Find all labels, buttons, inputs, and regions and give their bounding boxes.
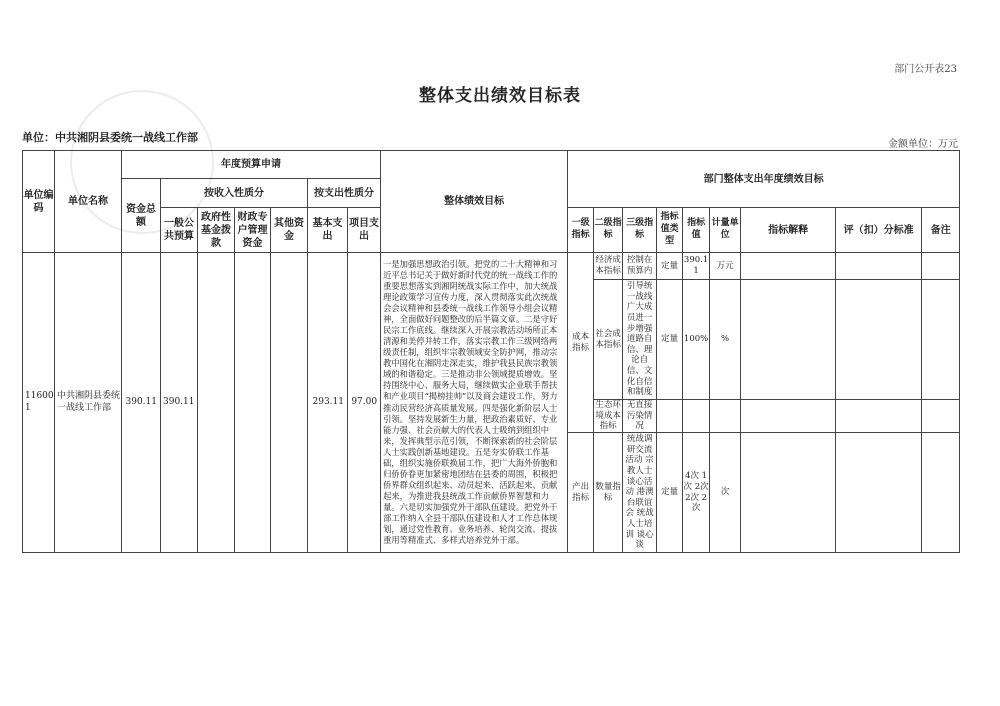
cell-eco-l3: 无直接污染情况 xyxy=(623,400,657,433)
performance-goal-table xyxy=(22,150,960,553)
cell-econ-unit: 万元 xyxy=(710,253,741,280)
header-by-income: 按收入性质分 xyxy=(161,179,308,208)
cell-qty-remark xyxy=(922,433,960,553)
cell-econ-type: 定量 xyxy=(657,253,683,280)
unit-label: 单位：中共湘阴县委统一战线工作部 xyxy=(22,131,198,144)
cell-qty-standard xyxy=(836,433,922,553)
header-standard: 评（扣）分标准 xyxy=(836,208,922,253)
cell-social-l2: 社会成本指标 xyxy=(594,280,623,400)
cell-social-unit: % xyxy=(710,280,741,400)
header-unit-code: 单位编码 xyxy=(23,151,55,253)
cell-eco-value xyxy=(683,400,710,433)
cell-econ-standard xyxy=(836,253,922,280)
header-unit-name: 单位名称 xyxy=(55,151,122,253)
cell-econ-value: 390.11 xyxy=(683,253,710,280)
cell-other-fund xyxy=(271,253,308,553)
header-general-budget: 一般公共预算 xyxy=(161,208,198,253)
header-overall-goal: 整体绩效目标 xyxy=(381,151,568,253)
header-annual-budget: 年度预算申请 xyxy=(122,151,381,179)
header-explanation: 指标解释 xyxy=(741,208,836,253)
cell-eco-l2: 生态环境成本指标 xyxy=(595,400,621,432)
header-basic-expense: 基本支出 xyxy=(308,208,348,253)
cell-cost-l1: 成本指标 xyxy=(568,253,594,433)
cell-general: 390.11 xyxy=(161,253,198,553)
header-total-funds: 资金总额 xyxy=(122,179,161,253)
cell-econ-l2: 经济成本指标 xyxy=(594,253,623,280)
cell-econ-l3: 控制在预算内 xyxy=(623,253,657,280)
cell-unit-code: 116001 xyxy=(23,253,55,553)
cell-goal-text: 一是加强思想政治引领。把党的二十大精神和习近平总书记关于做好新时代党的统一战线工作的重要思想落实到湘阴统战实际工作中，加大统战理论政策学习宣传力度，深入贯彻落实此次统战会会议精神和县委统一战线工作领导小组会议精神，全面做好问题整改的后半篇文章。二是守好民宗工作底线。继续深入开展宗教活动场所正本清源和美停并转工作，落实宗教工作三级网络两级责任制，组织牢宗教领域安全防护网，推动宗教中国化在湘阴走深走实，维护我县民族宗教领域的和谐稳定。三是推动非公领域提质增效。坚持围绕中心、服务大局，继续做实企业联手帮扶和产业项目“揭榜挂帅”以及商会建设工作，努力推动民营经济高质量发展。四是强化新阶层人士引领。坚持发展新生力量，把政治素质好、专业能力强、社会贡献大的代表人士吸纳到组织中来，发挥典型示范引领，不断探索新的社会阶层人士实践创新基地建设。五是夯实侨联工作基础，组织实施侨联换届工作，把广大海外侨胞和归侨侨眷更加紧密地团结在县委的周围，积极把侨界群众组织起来、动员起来、活跃起来、贡献起来，为推进我县统战工作贡献侨界智慧和力量。六是切实加强党外干部队伍建设。把党外干部工作纳入全县干部队伍建设和人才工作总体规划，通过党性教育、业务培养、轮岗交流、提拔重用等精准式、多样式培养党外干部。 xyxy=(381,253,568,553)
cell-eco-explanation xyxy=(741,400,836,433)
cell-basic: 293.11 xyxy=(308,253,348,553)
table-number: 部门公开表23 xyxy=(894,64,957,75)
header-remark: 备注 xyxy=(922,208,960,253)
cell-total: 390.11 xyxy=(122,253,161,553)
cell-qty-l2: 数量指标 xyxy=(594,433,623,553)
money-unit-label: 金额单位：万元 xyxy=(888,139,958,150)
cell-econ-remark xyxy=(922,253,960,280)
cell-qty-l3: 统战调研交流活动 宗教人士谈心活动 港澳台联谊会 统战人士培训 谈心谈 xyxy=(623,433,657,553)
cell-social-standard xyxy=(836,280,922,400)
header-level1: 一级指标 xyxy=(568,208,594,253)
cell-social-remark xyxy=(922,280,960,400)
page-title: 整体支出绩效目标表 xyxy=(419,86,581,106)
cell-qty-type: 定量 xyxy=(657,433,683,553)
cell-social-explanation xyxy=(741,280,836,400)
header-other-fund: 其他资金 xyxy=(271,208,308,253)
header-value: 指标值 xyxy=(683,208,710,253)
header-level2: 二级指标 xyxy=(594,208,623,253)
header-dept-goal: 部门整体支出年度绩效目标 xyxy=(568,151,960,208)
header-level3: 三级指标 xyxy=(623,208,657,253)
cell-social-value: 100% xyxy=(683,280,710,400)
cell-qty-value: 4次 1次 2次 2次 2次 xyxy=(683,433,710,553)
cell-gov-fund xyxy=(198,253,235,553)
header-value-type: 指标值类型 xyxy=(657,208,683,253)
cell-eco-type xyxy=(657,400,683,433)
cell-special-fund xyxy=(235,253,271,553)
cell-project: 97.00 xyxy=(348,253,381,553)
header-project-expense: 项目支出 xyxy=(348,208,381,253)
cell-unit-name: 中共湘阴县委统一战线工作部 xyxy=(55,253,122,553)
header-unit: 计量单位 xyxy=(710,208,741,253)
header-special-fund: 财政专户管理资金 xyxy=(235,208,271,253)
cell-eco-unit xyxy=(710,400,741,433)
header-by-expense: 按支出性质分 xyxy=(308,179,381,208)
cell-eco-standard xyxy=(836,400,922,433)
cell-output-l1: 产出指标 xyxy=(568,433,594,553)
cell-eco-remark xyxy=(922,400,960,433)
header-gov-fund: 政府性基金拨款 xyxy=(198,208,235,253)
cell-qty-explanation xyxy=(741,433,836,553)
cell-econ-explanation xyxy=(741,253,836,280)
cell-social-l3: 引导统一战线广大成员进一步增强道路自信、理论自信、文化自信和制度 xyxy=(623,280,657,400)
cell-qty-unit: 次 xyxy=(710,433,741,553)
cell-social-type: 定量 xyxy=(657,280,683,400)
